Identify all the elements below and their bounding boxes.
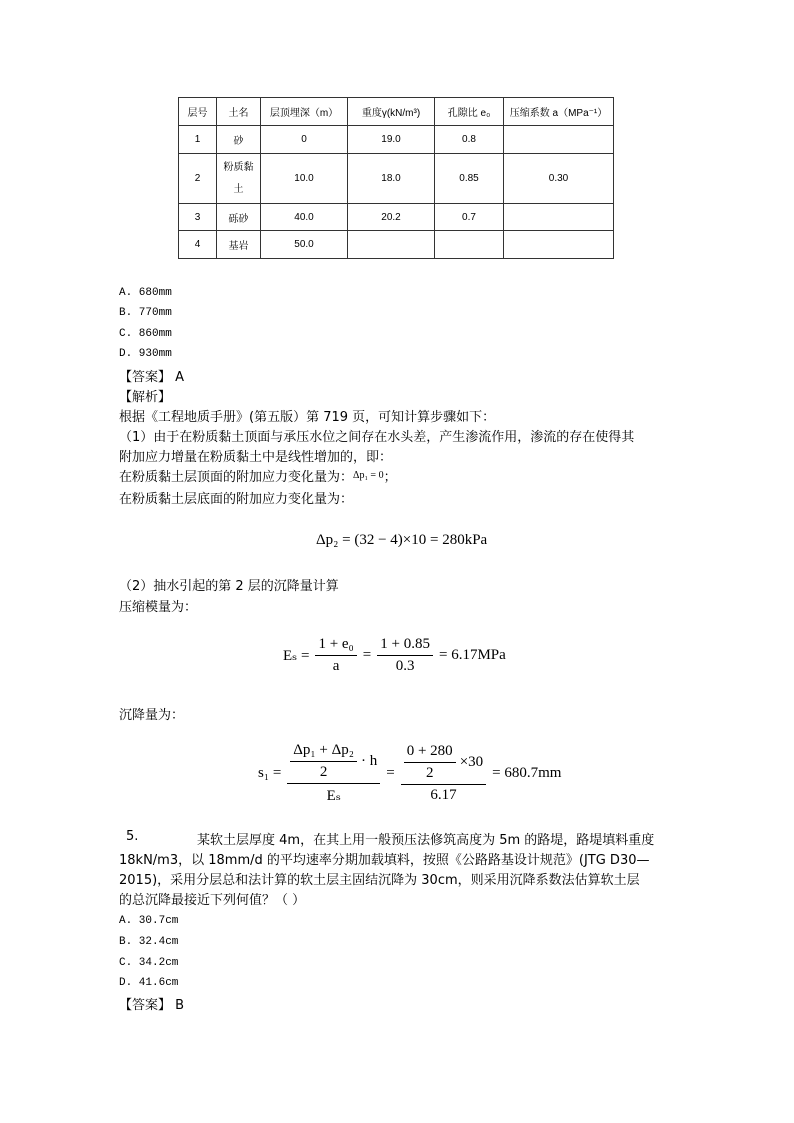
option-b: B. 770mm	[119, 307, 172, 319]
header-cell: 孔隙比 e₀	[435, 98, 504, 126]
s-inner-fraction	[290, 742, 357, 781]
step2-heading: （2）抽水引起的第 2 层的沉降量计算	[119, 579, 339, 594]
table-cell: 40.0	[261, 204, 348, 231]
es-denominator-value: 0.3	[395, 658, 415, 674]
option-c: C. 860mm	[119, 328, 172, 340]
s-thickness-factor: ×30	[459, 754, 484, 770]
table-cell: 19.0	[348, 126, 435, 154]
es-result: = 6.17MPa	[438, 647, 506, 663]
table-cell: 砂	[217, 126, 261, 154]
analysis-intro: 根据《工程地质手册》(第五版）第 719 页，可知计算步骤如下：	[119, 410, 496, 425]
table-row	[179, 126, 614, 154]
header-cell: 层顶埋深（m）	[261, 98, 348, 126]
s-inner-denominator-value: 2	[425, 765, 434, 781]
q5-option-a: A. 30.7cm	[119, 915, 179, 927]
es-fraction-numeric	[377, 636, 433, 675]
top-change-end: ；	[383, 470, 397, 485]
es-lhs: Eₛ =	[283, 648, 310, 664]
soil-layer-table	[178, 97, 614, 259]
s-fraction-numeric	[401, 743, 486, 804]
question-5-line2: 18kN/m3，以 18mm/d 的平均速率分期加载填料，按照《公路路基设计规范》(JTG D30—	[119, 853, 650, 868]
table-cell-empty	[504, 204, 614, 231]
header-cell: 重度γ(kN/m³)	[348, 98, 435, 126]
table-cell-empty	[348, 231, 435, 259]
table-cell: 20.2	[348, 204, 435, 231]
table-cell: 4	[179, 231, 217, 259]
table-cell: 砾砂	[217, 204, 261, 231]
table-cell: 50.0	[261, 231, 348, 259]
table-cell-empty	[435, 231, 504, 259]
header-cell: 土名	[217, 98, 261, 126]
table-header-row	[179, 98, 614, 126]
table-cell: 0.8	[435, 126, 504, 154]
s-lhs: s₁ =	[258, 765, 282, 781]
answer-label: 【答案】 A	[119, 370, 185, 385]
question-5-line3: 2015)，采用分层总和法计算的软土层主固结沉降为 30cm，则采用沉降系数法估算软土层	[119, 873, 640, 888]
question-5-number: 5.	[126, 829, 139, 844]
table-cell: 0.7	[435, 204, 504, 231]
top-change-text: 在粉质黏土层顶面的附加应力变化量为：	[119, 470, 354, 485]
table-cell: 0	[261, 126, 348, 154]
modulus-label: 压缩模量为：	[119, 600, 198, 615]
header-cell: 压缩系数 a（MPa⁻¹）	[504, 98, 614, 126]
es-denominator: a	[332, 658, 340, 674]
table-cell: 10.0	[261, 154, 348, 204]
s-inner-numerator: Δp₁ + Δp₂	[290, 742, 357, 762]
q5-option-b: B. 32.4cm	[119, 936, 179, 948]
option-a: A. 680mm	[119, 287, 172, 299]
analysis-label: 【解析】	[119, 390, 172, 405]
question-5-line1: 某软土层厚度 4m，在其上用一般预压法修筑高度为 5m 的路堤，路堤填料重度	[197, 833, 655, 848]
table-cell-empty	[504, 231, 614, 259]
step1-line2: 附加应力增量在粉质黏土中是线性增加的，即：	[119, 450, 393, 465]
formula-dp2: Δp₂ = (32 − 4)×10 = 280kPa	[316, 532, 488, 548]
table-row	[179, 231, 614, 259]
header-cell: 层号	[179, 98, 217, 126]
q5-answer-label: 【答案】 B	[119, 998, 185, 1013]
top-change-formula: Δp₁ = 0	[353, 470, 384, 481]
table-cell: 基岩	[217, 231, 261, 259]
s-denominator: Eₛ	[326, 788, 341, 804]
s-height-factor: · h	[361, 753, 378, 769]
s-result: = 680.7mm	[492, 765, 562, 781]
table-cell: 0.85	[435, 154, 504, 204]
table-cell: 0.30	[504, 154, 614, 204]
es-numerator: 1 + e₀	[315, 636, 356, 656]
s-inner-fraction-numeric	[404, 743, 456, 782]
q5-option-d: D. 41.6cm	[119, 977, 179, 989]
s-inner-denominator: 2	[319, 764, 328, 780]
s-denominator-value: 6.17	[430, 787, 457, 803]
formula-es: Eₛ = $\frac{\text{1 + e₀}}{a}$ = $\frac{1 + 0.85}{0.3}$ = 6.17MPa	[283, 636, 506, 674]
table-row	[179, 154, 614, 204]
table-cell: 1	[179, 126, 217, 154]
table-cell: 18.0	[348, 154, 435, 204]
settlement-label: 沉降量为：	[119, 708, 185, 723]
question-5-line4: 的总沉降最接近下列何值？（ ）	[119, 893, 306, 908]
top-change-line	[119, 466, 397, 485]
table-cell: 2	[179, 154, 217, 204]
s-fraction-symbolic	[287, 742, 380, 805]
es-numerator-value: 1 + 0.85	[377, 636, 433, 656]
table-cell-empty	[504, 126, 614, 154]
es-fraction-symbolic	[315, 636, 356, 675]
formula-settlement: s₁ = $\frac{\text{Δp₁ + Δp₂}}{2}$ · h Eₛ = $\frac{0 + 280}{2}$ ×30 6.17 = 680.7mm	[258, 742, 562, 804]
option-d: D. 930mm	[119, 348, 172, 360]
step1-line1: （1）由于在粉质黏土顶面与承压水位之间存在水头差，产生渗流作用，渗流的存在使得其	[119, 430, 635, 445]
q5-option-c: C. 34.2cm	[119, 957, 179, 969]
table-cell: 粉质黏土	[217, 154, 261, 204]
table-row	[179, 204, 614, 231]
bottom-change-text: 在粉质黏土层底面的附加应力变化量为：	[119, 492, 354, 507]
s-inner-numerator-value: 0 + 280	[404, 743, 456, 763]
table-cell: 3	[179, 204, 217, 231]
